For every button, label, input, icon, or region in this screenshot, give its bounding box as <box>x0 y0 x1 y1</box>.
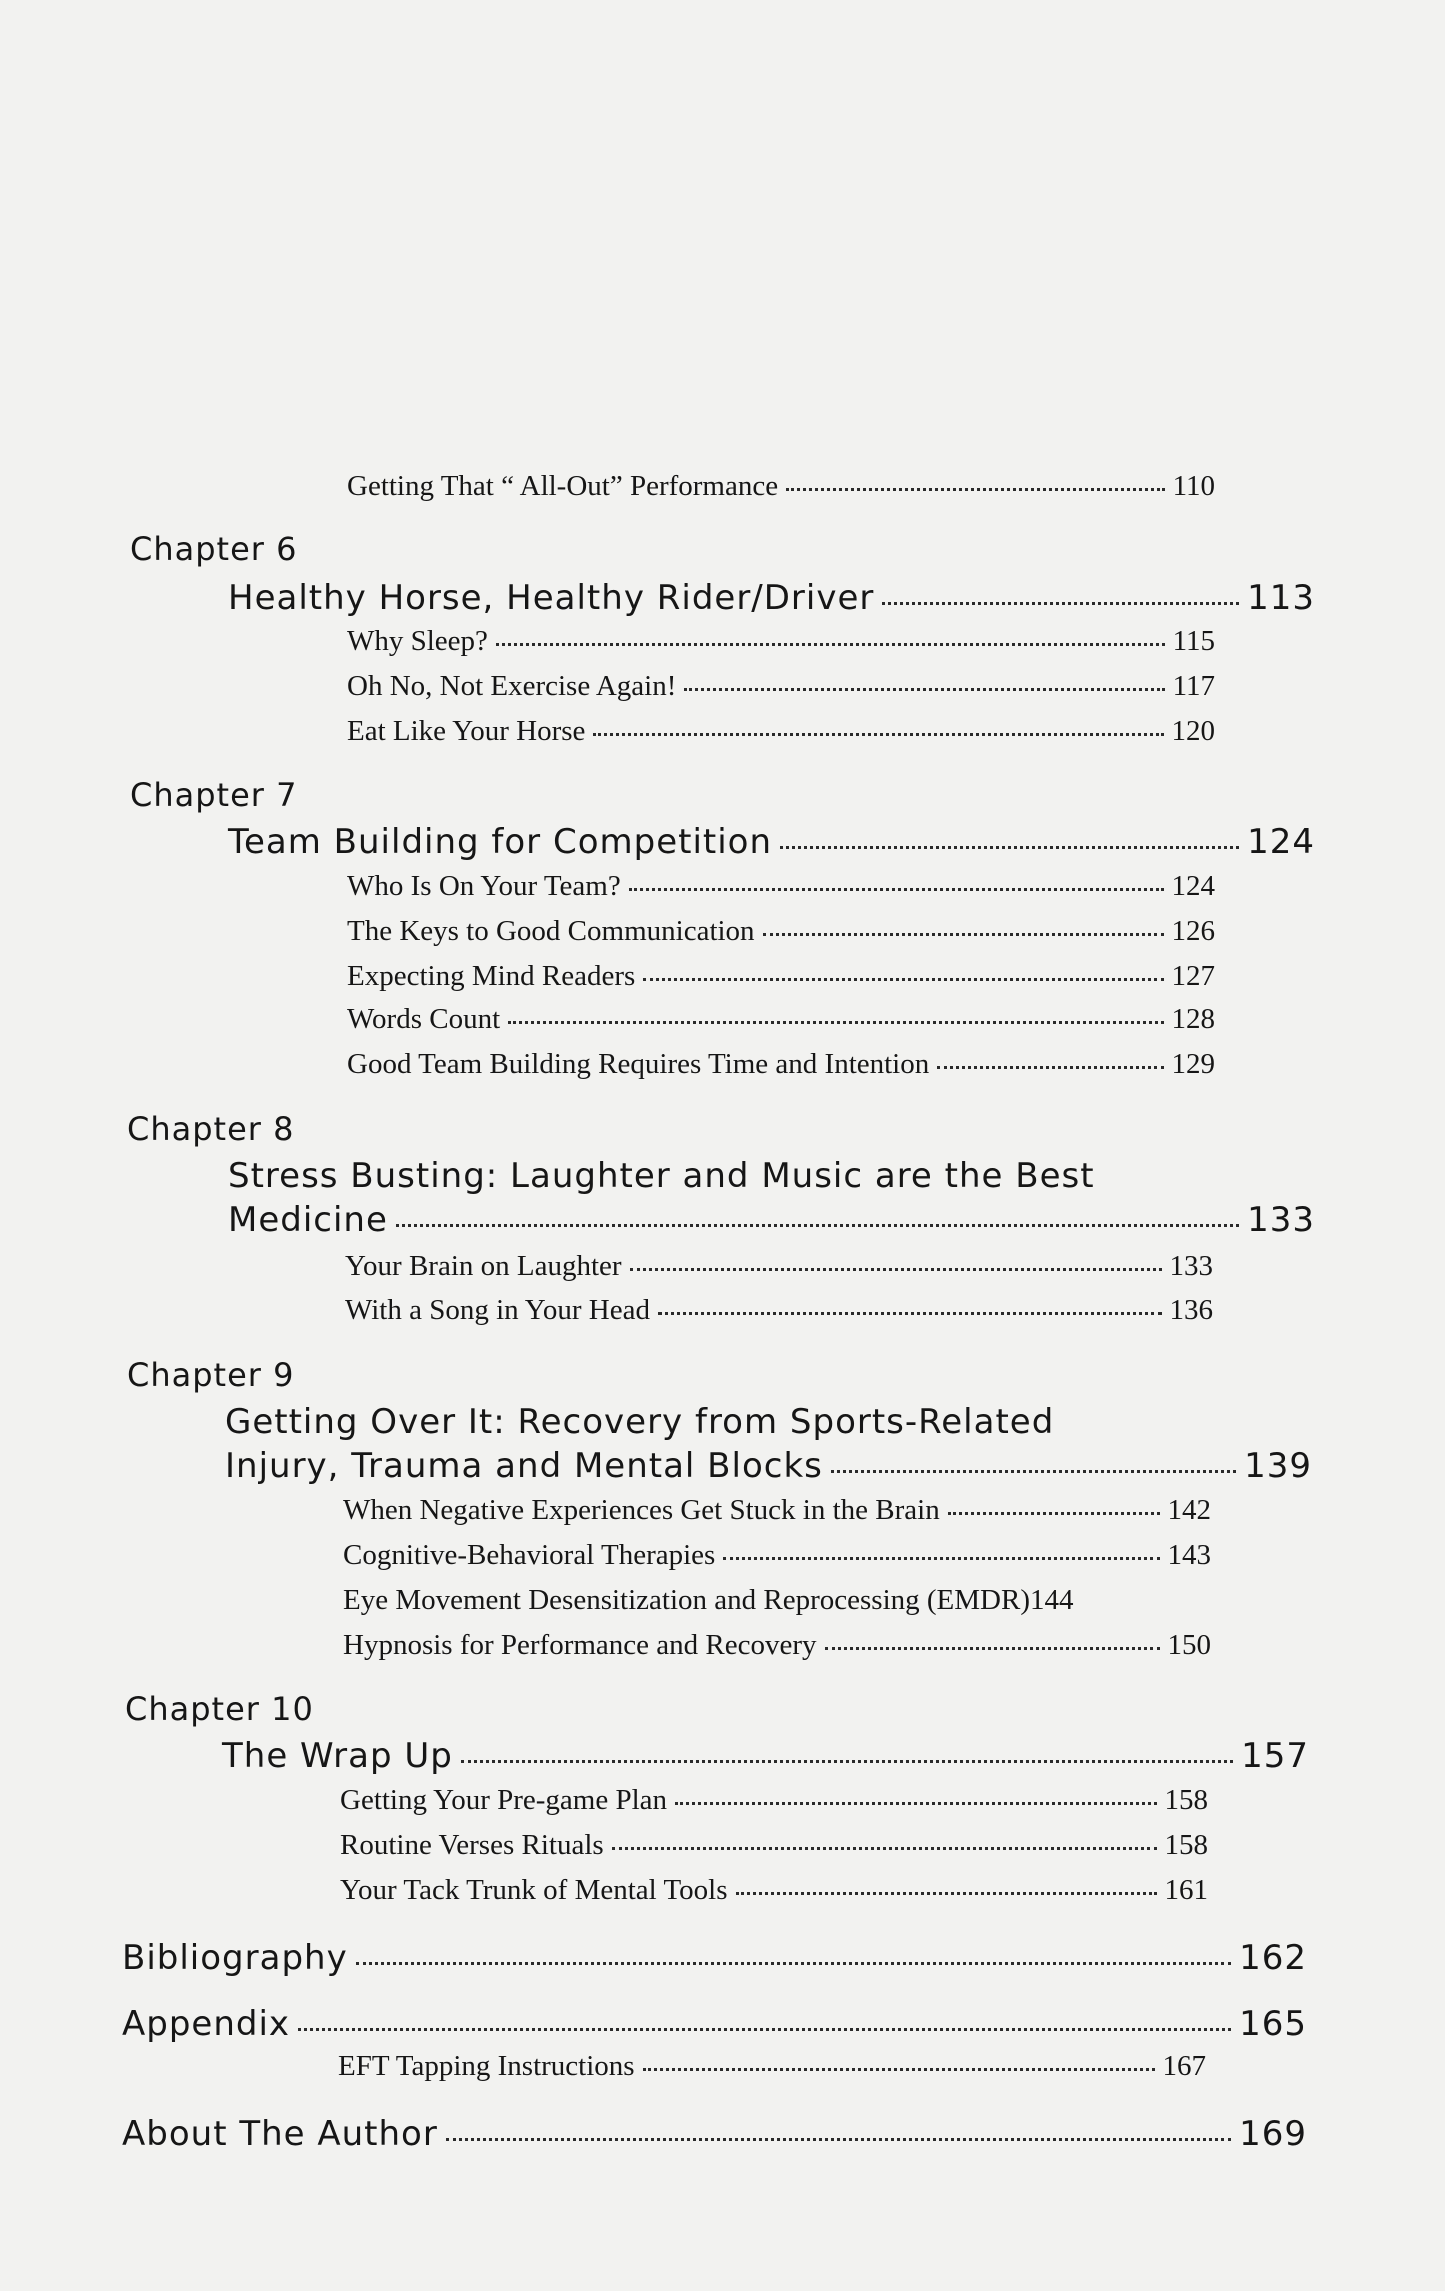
dot-leader <box>496 627 1165 646</box>
toc-page-number: 158 <box>1164 1829 1208 1861</box>
toc-page-number: 115 <box>1172 625 1215 657</box>
toc-page-number: 120 <box>1171 715 1215 747</box>
dot-leader <box>786 472 1164 491</box>
toc-chapter-entry <box>225 1446 1312 1486</box>
dot-leader <box>508 1005 1163 1024</box>
toc-chapter-title: Team Building for Competition <box>228 822 773 862</box>
toc-chapter-entry <box>228 578 1315 618</box>
chapter-label: Chapter 6 <box>130 530 298 568</box>
dot-leader <box>643 962 1163 981</box>
dot-leader <box>780 830 1239 849</box>
toc-page-number: 169 <box>1239 2114 1307 2154</box>
toc-page-number: 158 <box>1164 1784 1208 1816</box>
dot-leader <box>629 872 1164 891</box>
toc-page-number: 142 <box>1167 1494 1211 1526</box>
dot-leader <box>736 1876 1157 1895</box>
dot-leader <box>356 1946 1231 1965</box>
toc-sub-entry <box>338 2050 1206 2083</box>
toc-page-number: 165 <box>1239 2004 1307 2044</box>
toc-page-number: 126 <box>1171 915 1215 947</box>
toc-sub-entry <box>343 1584 1220 1617</box>
dot-leader <box>298 2012 1231 2031</box>
toc-sub-title: Eat Like Your Horse <box>347 715 586 747</box>
toc-chapter-title-line1: Getting Over It: Recovery from Sports-Related <box>225 1402 1055 1442</box>
toc-chapter-entry <box>222 1736 1309 1776</box>
dot-leader <box>937 1050 1163 1069</box>
toc-sub-title: Eye Movement Desensitization and Reprocessing (EMDR) <box>343 1584 1030 1616</box>
show-through-text <box>130 740 1330 1160</box>
toc-chapter-entry <box>228 1200 1315 1240</box>
toc-sub-title: The Keys to Good Communication <box>347 915 755 947</box>
chapter-label: Chapter 7 <box>130 776 298 814</box>
dot-leader <box>675 1786 1156 1805</box>
toc-page-number: 161 <box>1164 1874 1208 1906</box>
toc-chapter-title-line2: Medicine <box>228 1200 388 1240</box>
toc-chapter-title: The Wrap Up <box>222 1736 453 1776</box>
toc-sub-title: Oh No, Not Exercise Again! <box>347 670 677 702</box>
dot-leader <box>825 1631 1160 1650</box>
dot-leader <box>593 717 1163 736</box>
toc-page-number: 124 <box>1247 822 1315 862</box>
toc-page-number: 144 <box>1029 1584 1074 1616</box>
dot-leader <box>831 1454 1236 1473</box>
toc-page-number: 127 <box>1171 960 1215 992</box>
toc-sub-title: Hypnosis for Performance and Recovery <box>343 1629 817 1661</box>
toc-page-number: 143 <box>1167 1539 1211 1571</box>
toc-chapter-title-line1: Stress Busting: Laughter and Music are the Best <box>228 1156 1095 1196</box>
dot-leader <box>948 1496 1160 1515</box>
toc-sub-entry <box>340 1829 1208 1862</box>
dot-leader <box>630 1252 1162 1271</box>
chapter-label: Chapter 10 <box>125 1690 314 1728</box>
toc-sub-entry <box>347 960 1215 993</box>
toc-top-title: Appendix <box>122 2004 291 2044</box>
toc-page-number: 139 <box>1244 1446 1312 1486</box>
chapter-label: Chapter 9 <box>127 1356 295 1394</box>
toc-sub-entry <box>347 915 1215 948</box>
toc-chapter-title: Healthy Horse, Healthy Rider/Driver <box>228 578 875 618</box>
toc-sub-title: EFT Tapping Instructions <box>338 2050 635 2082</box>
dot-leader <box>396 1208 1239 1227</box>
toc-sub-title: Who Is On Your Team? <box>347 870 621 902</box>
toc-chapter-title-line2: Injury, Trauma and Mental Blocks <box>225 1446 823 1486</box>
toc-sub-entry <box>340 1874 1208 1907</box>
toc-sub-title: Expecting Mind Readers <box>347 960 636 992</box>
dot-leader <box>446 2122 1231 2141</box>
dot-leader <box>461 1744 1233 1763</box>
dot-leader <box>684 672 1164 691</box>
toc-sub-title: Getting That “ All-Out” Performance <box>347 470 779 502</box>
toc-sub-entry <box>347 670 1215 703</box>
toc-page-number: 129 <box>1171 1048 1215 1080</box>
toc-page-number: 110 <box>1172 470 1215 502</box>
toc-page-number: 157 <box>1241 1736 1309 1776</box>
toc-top-title: Bibliography <box>122 1938 348 1978</box>
toc-sub-entry <box>343 1494 1211 1527</box>
toc-page-number: 113 <box>1247 578 1315 618</box>
dot-leader <box>882 586 1239 605</box>
toc-page-number: 133 <box>1247 1200 1315 1240</box>
toc-sub-entry <box>347 1003 1215 1036</box>
toc-page-number: 136 <box>1169 1294 1213 1326</box>
toc-top-entry <box>122 1938 1307 1978</box>
toc-sub-title: When Negative Experiences Get Stuck in the Brain <box>343 1494 940 1526</box>
toc-sub-entry <box>347 625 1215 658</box>
dot-leader <box>763 917 1164 936</box>
dot-leader <box>643 2052 1155 2071</box>
toc-page-number: 167 <box>1162 2050 1206 2082</box>
toc-page-number: 128 <box>1171 1003 1215 1035</box>
toc-page-number: 124 <box>1171 870 1215 902</box>
toc-sub-entry <box>343 1629 1211 1662</box>
toc-sub-entry <box>343 1539 1211 1572</box>
toc-top-entry <box>122 2114 1307 2154</box>
toc-sub-entry <box>345 1250 1213 1283</box>
toc-page-number: 117 <box>1172 670 1215 702</box>
toc-sub-title: Getting Your Pre-game Plan <box>340 1784 668 1816</box>
dot-leader <box>723 1541 1159 1560</box>
chapter-label: Chapter 8 <box>127 1110 295 1148</box>
toc-sub-title: Your Tack Trunk of Mental Tools <box>340 1874 728 1906</box>
toc-top-entry <box>122 2004 1307 2044</box>
toc-sub-entry <box>345 1294 1213 1327</box>
toc-chapter-entry <box>228 822 1315 862</box>
toc-sub-title: Words Count <box>347 1003 501 1035</box>
dot-leader <box>612 1831 1157 1850</box>
toc-sub-title: Why Sleep? <box>347 625 488 657</box>
toc-page-number: 150 <box>1167 1629 1211 1661</box>
toc-sub-title: Routine Verses Rituals <box>340 1829 604 1861</box>
toc-sub-entry <box>347 1048 1215 1081</box>
toc-sub-title: Your Brain on Laughter <box>345 1250 622 1282</box>
dot-leader <box>658 1296 1162 1315</box>
toc-sub-entry <box>340 1784 1208 1817</box>
toc-sub-entry <box>347 870 1215 903</box>
toc-page-number: 162 <box>1239 1938 1307 1978</box>
toc-sub-title: Cognitive-Behavioral Therapies <box>343 1539 716 1571</box>
toc-page-number: 133 <box>1169 1250 1213 1282</box>
toc-top-title: About The Author <box>122 2114 438 2154</box>
toc-sub-title: With a Song in Your Head <box>345 1294 650 1326</box>
toc-sub-title: Good Team Building Requires Time and Intention <box>347 1048 930 1080</box>
toc-sub-entry <box>347 470 1215 503</box>
toc-sub-entry <box>347 715 1215 748</box>
